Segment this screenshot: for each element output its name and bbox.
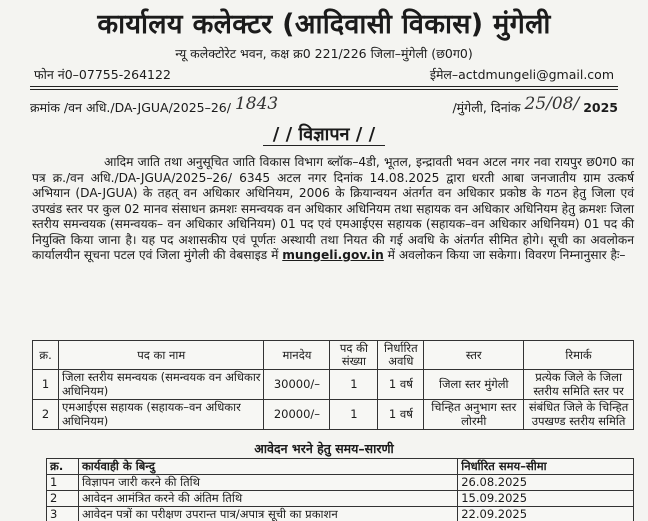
table-cell: संबंधित जिले के चिन्हित उपखण्ड स्तरीय समिति xyxy=(524,400,634,430)
table-cell: 3 xyxy=(47,507,79,521)
table-row xyxy=(33,400,634,430)
table-row xyxy=(33,370,634,400)
table-cell: चिन्हित अनुभाग स्तर लोरमी xyxy=(424,400,524,430)
column-header: रिमार्क xyxy=(524,341,634,370)
handwritten-dispatch-number: 1843 xyxy=(234,94,279,114)
phone-number: फोन नं0–07755-264122 xyxy=(34,67,171,82)
table-row xyxy=(47,491,634,507)
table-cell: 1 xyxy=(330,370,378,400)
handwritten-date: 25/08/ xyxy=(524,94,580,114)
reference-date xyxy=(452,94,618,117)
column-header: निर्धारित अवधि xyxy=(378,341,424,370)
table-cell: 1 xyxy=(330,400,378,430)
schedule-table xyxy=(46,458,634,521)
table-cell: 26.08.2025 xyxy=(458,475,634,491)
table-row xyxy=(47,507,634,521)
body-text-after-site: में अवलोकन किया जा सकेगा। विवरण निम्नानुसार हैः– xyxy=(387,248,626,262)
table-cell: 15.09.2025 xyxy=(458,491,634,507)
table-cell: 1 वर्ष xyxy=(378,370,424,400)
place-date-label: /मुंगेली, दिनांक xyxy=(452,100,521,115)
office-address: न्यू कलेक्टोरेट भवन, कक्ष क्र0 221/226 जिला–मुंगेली (छ0ग0) xyxy=(175,46,473,61)
table-cell: आवेदन पत्रों का परीक्षण उपरान्त पात्र/अपात्र सूची का प्रकाशन xyxy=(78,507,457,521)
heading-underline xyxy=(263,145,385,146)
column-header: क्र. xyxy=(33,341,59,370)
schedule-caption: आवेदन भरने हेतु समय–सारणी xyxy=(254,441,394,456)
reference-row xyxy=(30,94,618,118)
table-cell: 1 वर्ष xyxy=(378,400,424,430)
table-cell: जिला स्तर मुंगेली xyxy=(424,370,524,400)
table-cell: 2 xyxy=(47,491,79,507)
table-cell: 30000/– xyxy=(264,370,330,400)
column-header: पद का नाम xyxy=(58,341,264,370)
table-cell: जिला स्तरीय समन्वयक (समन्वयक वन अधिकार अधिनियम) xyxy=(58,370,264,400)
table-cell: विज्ञापन जारी करने की तिथि xyxy=(78,475,457,491)
reference-number xyxy=(30,94,279,117)
notice-heading: / / विज्ञापन / / xyxy=(272,124,376,145)
office-title: कार्यालय कलेक्टर (आदिवासी विकास) मुंगेली xyxy=(97,9,551,40)
column-header: निर्धारित समय–सीमा xyxy=(458,459,634,475)
post-details-table xyxy=(32,340,634,430)
website-link[interactable]: mungeli.gov.in xyxy=(282,248,384,262)
table-cell: आवेदन आमंत्रित करने की अंतिम तिथि xyxy=(78,491,457,507)
column-header: क्र. xyxy=(47,459,79,475)
notice-body xyxy=(32,155,634,264)
reference-prefix: क्रमांक /वन अधि./DA-JGUA/2025–26/ xyxy=(30,100,231,115)
header-rule-thin xyxy=(30,89,618,90)
column-header: कार्यवाही के बिन्दु xyxy=(78,459,457,475)
column-header: मानदेय xyxy=(264,341,330,370)
column-header: स्तर xyxy=(424,341,524,370)
table-cell: एमआईएस सहायक (सहायक–वन अधिकार अधिनियम) xyxy=(58,400,264,430)
body-text-before-site: आदिम जाति तथा अनुसूचित जाति विकास विभाग ब्लॉक–4डी, भूतल, इन्द्रावती भवन अटल नगर नवा रायपुर छ0ग0 का पत्र क्र./वन अधि./DA-JGUA/2025–26/ 6345 अटल नगर दिनांक 14.08.2025 द्वारा धरती आबा जनजातीय ग्राम उत्कर्ष अभियान (DA-JGUA) के तहत् वन अधिकार अधिनियम, 2006 के क्रियान्वयन अंतर्गत वन अधिकार प्रकोष्ठ के गठन हेतु जिला एवं उपखंड स्तर पर कुल 02 मानव संसाधन क्रमशः समन्वयक वन अधिकार अधिनियम तथा सहायक वन अधिकार अधिनियम हेतु क्रमशः जिला स्तरीय समन्वयक (समन्वयक– वन अधिकार अधिनियम) 01 पद एवं एमआईएस सहायक (सहायक–वन अधिकार अधिनियम) 01 पद की नियुक्ति किया जाना है। यह पद अशासकीय एवं पूर्णतः अस्थायी तथा नियत की गई अवधि के अंतर्गत सीमित होगे। सूची का अवलोकन कार्यालयीन सूचना पटल एवं जिला मुंगेली की वेबसाइड में xyxy=(32,155,634,262)
email-address: ईमेल–actdmungeli@gmail.com xyxy=(429,67,614,82)
table-cell: प्रत्येक जिले के जिला स्तरीय समिति स्तर पर xyxy=(524,370,634,400)
table-row xyxy=(47,475,634,491)
table-cell: 1 xyxy=(33,370,59,400)
table-cell: 1 xyxy=(47,475,79,491)
table-cell: 2 xyxy=(33,400,59,430)
table-header-row xyxy=(47,459,634,475)
table-cell: 22.09.2025 xyxy=(458,507,634,521)
table-cell: 20000/– xyxy=(264,400,330,430)
header-rule xyxy=(30,86,618,87)
reference-year: 2025 xyxy=(583,100,618,115)
contact-row xyxy=(34,66,614,86)
column-header: पद की संख्या xyxy=(330,341,378,370)
table-header-row xyxy=(33,341,634,370)
